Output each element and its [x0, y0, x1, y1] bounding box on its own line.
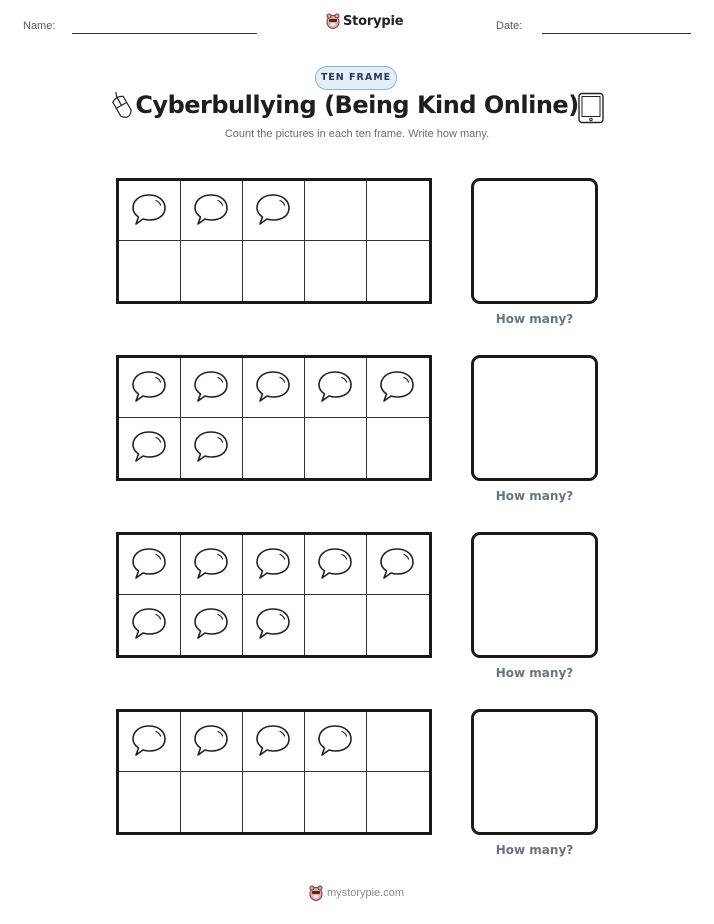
how-many-label: How many?	[495, 843, 574, 857]
ten-frame-cell	[367, 535, 429, 595]
speech-bubble-icon	[192, 605, 230, 643]
ten-frame-cell	[367, 772, 429, 832]
ten-frame-cell	[367, 241, 429, 301]
ten-frame-cell	[305, 241, 367, 301]
speech-bubble-icon	[192, 191, 230, 229]
speech-bubble-icon	[130, 191, 168, 229]
speech-bubble-icon	[378, 368, 416, 406]
name-label: Name:	[23, 20, 56, 32]
footer-site: mystorypie.com	[327, 887, 405, 899]
storypie-mascot-icon	[326, 13, 340, 29]
speech-bubble-icon	[130, 545, 168, 583]
ten-frame-cell	[305, 595, 367, 655]
speech-bubble-icon	[254, 605, 292, 643]
ten-frame-cell	[119, 358, 181, 418]
ten-frame-cell	[181, 358, 243, 418]
tablet-icon	[577, 92, 605, 124]
brand-name: Storypie	[343, 13, 404, 29]
ten-frame-cell	[367, 595, 429, 655]
ten-frame-cell	[305, 358, 367, 418]
speech-bubble-icon	[254, 545, 292, 583]
ten-frame-cell	[243, 535, 305, 595]
date-label: Date:	[496, 20, 523, 32]
speech-bubble-icon	[254, 722, 292, 760]
how-many-label: How many?	[495, 489, 574, 503]
answer-box[interactable]	[471, 178, 598, 304]
ten-frame	[116, 532, 432, 658]
ten-frame-cell	[119, 181, 181, 241]
ten-frame-cell	[181, 241, 243, 301]
speech-bubble-icon	[378, 545, 416, 583]
speech-bubble-icon	[192, 545, 230, 583]
ten-frame-cell	[367, 358, 429, 418]
ten-frame-cell	[243, 418, 305, 478]
ten-frame-cell	[181, 418, 243, 478]
speech-bubble-icon	[316, 368, 354, 406]
ten-frame-cell	[305, 181, 367, 241]
instructions: Count the pictures in each ten frame. Write how many.	[224, 128, 490, 140]
speech-bubble-icon	[254, 368, 292, 406]
speech-bubble-icon	[192, 428, 230, 466]
date-line[interactable]	[542, 33, 691, 34]
ten-frame-cell	[181, 181, 243, 241]
storypie-mascot-icon	[309, 885, 323, 901]
speech-bubble-icon	[130, 368, 168, 406]
ten-frame-cell	[119, 595, 181, 655]
speech-bubble-icon	[192, 722, 230, 760]
footer	[309, 885, 404, 901]
how-many-label: How many?	[495, 666, 574, 680]
ten-frame-cell	[243, 595, 305, 655]
ten-frame-cell	[243, 181, 305, 241]
ten-frame-cell	[305, 418, 367, 478]
speech-bubble-icon	[130, 428, 168, 466]
ten-frame-cell	[181, 712, 243, 772]
page-title: Cyberbullying (Being Kind Online)	[135, 91, 579, 119]
ten-frame-cell	[367, 418, 429, 478]
ten-frame-cell	[243, 241, 305, 301]
ten-frame-cell	[181, 535, 243, 595]
ten-frame-cell	[243, 772, 305, 832]
ten-frame-cell	[367, 712, 429, 772]
ten-frame	[116, 355, 432, 481]
ten-frame-cell	[181, 595, 243, 655]
ten-frame-cell	[181, 772, 243, 832]
speech-bubble-icon	[316, 545, 354, 583]
ten-frame-cell	[367, 181, 429, 241]
ten-frame-cell	[119, 712, 181, 772]
speech-bubble-icon	[192, 368, 230, 406]
ten-frame-cell	[119, 535, 181, 595]
answer-box[interactable]	[471, 355, 598, 481]
speech-bubble-icon	[316, 722, 354, 760]
speech-bubble-icon	[254, 191, 292, 229]
answer-box[interactable]	[471, 532, 598, 658]
how-many-label: How many?	[495, 312, 574, 326]
ten-frame-badge: TEN FRAME	[315, 66, 397, 90]
ten-frame-cell	[243, 712, 305, 772]
ten-frame-cell	[119, 418, 181, 478]
ten-frame-cell	[305, 772, 367, 832]
ten-frame-cell	[243, 358, 305, 418]
speech-bubble-icon	[130, 605, 168, 643]
name-line[interactable]	[72, 33, 257, 34]
brand-logo	[326, 13, 403, 29]
speech-bubble-icon	[130, 722, 168, 760]
ten-frame-cell	[305, 535, 367, 595]
ten-frame-cell	[119, 241, 181, 301]
ten-frame-cell	[119, 772, 181, 832]
ten-frame-cell	[305, 712, 367, 772]
answer-box[interactable]	[471, 709, 598, 835]
ten-frame	[116, 709, 432, 835]
ten-frame	[116, 178, 432, 304]
